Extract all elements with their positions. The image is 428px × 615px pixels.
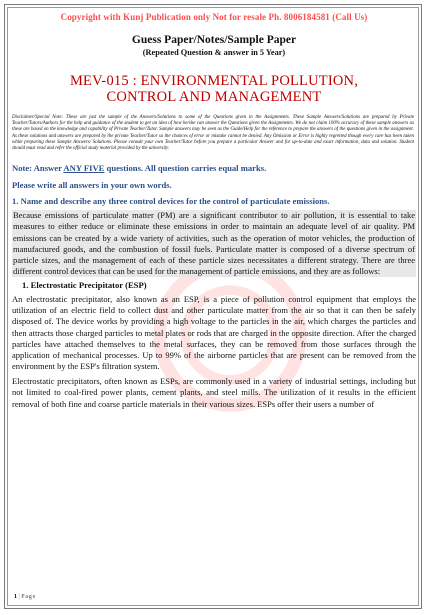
write-instruction: Please write all answers in your own words.	[12, 180, 172, 191]
document-title: Guess Paper/Notes/Sample Paper	[131, 34, 297, 46]
disclaimer-text: Disclaimer/Special Note: These are just the sample of the Answers/Solutions to some of the Questions given in the Assignments. These Sample Answers/Solutions are prepared by Private Teacher/Tutors/Authors for the help and guidance of the student to get an idea of how he/she can answer the Questions given the Assignments. We do not claim 100% accuracy of these sample answers as these are based on the knowledge and capability of Private Teacher/Tutor. Sample answers may be seen as the Guide/Help for the reference to prepare the answers of the questions given in the assignment. As these solutions and answers are prepared by the private Teacher/Tutor so the chances of error or mistake cannot be denied. Any Omission or Error is highly regretted though every care has been taken while preparing these Sample Answers/ Solutions. Please consult your own Teacher/Tutor before you prepare a particular Answer and for up-to-date and exact information, data and solution. Student should must read and refer the official study material provided by the university.	[12, 115, 414, 152]
copyright-banner: Copyright with Kunj Publication only Not for resale Ph. 8006184581 (Call Us)	[60, 12, 368, 22]
page-label: Page	[21, 594, 37, 600]
page-content	[12, 8, 416, 410]
note-prefix: Note: Answer	[12, 163, 64, 174]
note-emphasis: ANY FIVE	[63, 163, 105, 174]
note-suffix: questions. All question carries equal marks.	[104, 163, 267, 174]
course-title-line-1: MEV-015 : ENVIRONMENTAL POLLUTION,	[69, 73, 359, 89]
course-title-line-2: CONTROL AND MANAGEMENT	[106, 89, 322, 105]
esp-paragraph-1: An electrostatic precipitator, also known as an ESP, is a piece of pollution control equipment that employs the utilization of an electric field to collect dust and other particulate matter from the air so that it can then be safely disposed of. The device works by providing a high voltage to the particles in the air, which charges the particles and then attracts those charged particles to metal plates or rods that are charged in the opposite direction. After the charged particles have attached themselves to the metal surfaces, they can be removed from those surfaces through the application of mechanical processes. Up to 99% of the airborne particles that are present can be removed from the environment by the ESP's filtration system.	[12, 294, 416, 372]
answer-intro-paragraph: Because emissions of particulate matter (PM) are a significant contributor to air pollution, it is essential to take measures to either reduce or eliminate these emissions in order to maintain an adequate level of air quality. PM emissions can be created by a wide variety of activities, such as the operation of motor vehicles, the production of manufactured goods, and the combustion of fossil fuels. Particulate matter is composed of a diverse spectrum of particle sizes, and the management of each of these particle sizes necessitates a different strategy. There are three different control devices that can be used for the management of particle emissions, and they are as follows:	[13, 210, 415, 276]
page-number: 1	[14, 594, 17, 600]
footer-separator: |	[17, 594, 22, 600]
page-footer	[14, 594, 36, 600]
answer-instructions	[12, 163, 416, 173]
course-title	[12, 73, 416, 105]
section-heading-esp: 1. Electrostatic Precipitator (ESP)	[22, 280, 147, 291]
document-subtitle: (Repeated Question & answer in 5 Year)	[142, 48, 286, 57]
esp-paragraph-2: Electrostatic precipitators, often known as ESPs, are commonly used in a variety of industrial settings, including but not limited to coal-fired power plants, cement plants, and steel mills. The utilization of it results in the efficient removal of both fine and coarse particle materials in their various sizes. ESPs offer their users a number of	[12, 376, 416, 409]
question-heading: 1. Name and describe any three control devices for the control of particulate emissions.	[12, 196, 330, 207]
